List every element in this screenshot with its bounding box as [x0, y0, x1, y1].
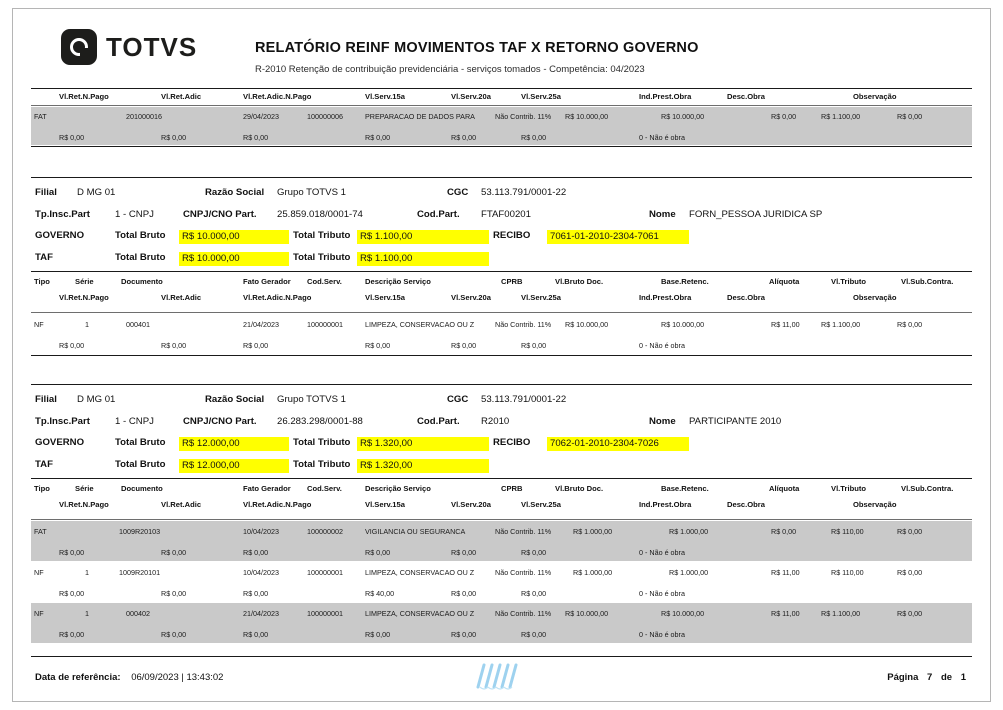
value-filial: D MG 01: [77, 187, 116, 198]
footer-page-total: 1: [960, 672, 966, 683]
divider: [31, 105, 972, 106]
table-row-line2: [31, 341, 972, 353]
col-tipo: Tipo: [34, 484, 50, 493]
col-vl-serv-20a: Vl.Serv.20a: [451, 293, 491, 302]
cell-vl-sub: R$ 0,00: [897, 568, 923, 577]
cell-cprb: Não Contrib. 11%: [495, 320, 552, 329]
cell-ind-prest-obra: 0 - Não é obra: [639, 548, 685, 557]
cell-serv-25a: R$ 0,00: [521, 548, 547, 557]
block2-column-headers-line1: [31, 484, 972, 495]
col-vl-tributo: Vl.Tributo: [831, 484, 867, 493]
label-total-tributo: Total Tributo: [293, 252, 351, 263]
col-vl-serv-15a: Vl.Serv.15a: [365, 92, 405, 101]
cell-cod-serv: 100000001: [307, 609, 343, 618]
cell-cprb: Não Contrib. 11%: [495, 609, 552, 618]
block2-taf-line: [31, 459, 972, 473]
divider: [31, 384, 972, 385]
table-row-line1: [31, 320, 972, 332]
cell-base-retenc: R$ 1.000,00: [669, 568, 709, 577]
col-vl-sub-contra: Vl.Sub.Contra.: [901, 277, 954, 286]
cell-cod-serv: 100000001: [307, 568, 343, 577]
cell-vl-sub: R$ 0,00: [897, 320, 923, 329]
col-documento: Documento: [121, 484, 163, 493]
cell-vl-bruto: R$ 1.000,00: [573, 527, 613, 536]
cell-vl-tributo: R$ 1.100,00: [821, 112, 861, 121]
col-descricao: Descrição Serviço: [365, 484, 431, 493]
col-tipo: Tipo: [34, 277, 50, 286]
cell-vl-bruto: R$ 10.000,00: [565, 320, 609, 329]
cell-ret-adic: R$ 0,00: [161, 133, 187, 142]
cell-base-retenc: R$ 10.000,00: [661, 112, 705, 121]
col-vl-ret-n-pago: Vl.Ret.N.Pago: [59, 293, 109, 302]
cell-vl-tributo: R$ 1.100,00: [821, 609, 861, 618]
label-nome: Nome: [649, 416, 676, 427]
cell-ret-adic: R$ 0,00: [161, 341, 187, 350]
divider: [31, 146, 972, 147]
value-filial: D MG 01: [77, 394, 116, 405]
label-taf: TAF: [35, 459, 53, 470]
value-tp-insc-part: 1 - CNPJ: [115, 416, 154, 427]
value-governo-total-tributo: R$ 1.320,00: [357, 437, 489, 451]
cell-fato-gerador: 29/04/2023: [243, 112, 279, 121]
cell-descricao: PREPARACAO DE DADOS PARA: [365, 112, 475, 121]
cell-vl-sub: R$ 0,00: [897, 527, 923, 536]
divider: [31, 478, 972, 479]
cell-base-retenc: R$ 10.000,00: [661, 609, 705, 618]
cell-vl-bruto: R$ 10.000,00: [565, 112, 609, 121]
col-vl-bruto-doc: Vl.Bruto Doc.: [555, 277, 604, 286]
cell-aliquota: R$ 0,00: [771, 112, 797, 121]
label-tp-insc-part: Tp.Insc.Part: [35, 209, 90, 220]
totvs-watermark-icon: [472, 661, 532, 693]
cell-ret-adic-n-pago: R$ 0,00: [243, 630, 269, 639]
value-cgc: 53.113.791/0001-22: [481, 394, 567, 405]
col-vl-ret-adic-n-pago: Vl.Ret.Adic.N.Pago: [243, 293, 312, 302]
value-taf-total-tributo: R$ 1.100,00: [357, 252, 489, 266]
cell-serv-20a: R$ 0,00: [451, 548, 477, 557]
col-observacao: Observação: [853, 293, 897, 302]
col-observacao: Observação: [853, 92, 897, 101]
value-governo-total-tributo: R$ 1.100,00: [357, 230, 489, 244]
cell-serv-25a: R$ 0,00: [521, 589, 547, 598]
label-filial: Filial: [35, 394, 57, 405]
cell-aliquota: R$ 11,00: [771, 609, 800, 618]
label-razao-social: Razão Social: [205, 187, 265, 198]
cell-documento: 1009R20101: [119, 568, 161, 577]
cell-serv-15a: R$ 40,00: [365, 589, 395, 598]
divider: [31, 271, 972, 272]
value-recibo: 7062-01-2010-2304-7026: [547, 437, 689, 451]
col-aliquota: Alíquota: [769, 484, 800, 493]
footer-page-current: 7: [927, 672, 933, 683]
label-total-bruto: Total Bruto: [115, 230, 166, 241]
block1-filial-line: [31, 187, 972, 201]
table-row-line2: [31, 589, 972, 601]
col-vl-ret-adic: Vl.Ret.Adic: [161, 500, 202, 509]
block1-column-headers-line2: [31, 293, 972, 304]
cell-cprb: Não Contrib. 11%: [495, 527, 552, 536]
cell-ret-adic: R$ 0,00: [161, 630, 187, 639]
label-taf: TAF: [35, 252, 53, 263]
block1-taf-line: [31, 252, 972, 266]
cell-fato-gerador: 21/04/2023: [243, 609, 279, 618]
cell-ret-n-pago: R$ 0,00: [59, 630, 85, 639]
col-desc-obra: Desc.Obra: [727, 293, 765, 302]
cell-tipo: NF: [34, 568, 44, 577]
table-row-line1: [31, 527, 972, 539]
cell-vl-tributo: R$ 110,00: [831, 568, 864, 577]
cell-serie: 1: [85, 609, 89, 618]
label-cnpj-cno: CNPJ/CNO Part.: [183, 416, 257, 427]
cell-tipo: NF: [34, 320, 44, 329]
cell-ret-adic-n-pago: R$ 0,00: [243, 589, 269, 598]
cell-tipo: FAT: [34, 112, 47, 121]
divider: [31, 177, 972, 178]
cell-serv-15a: R$ 0,00: [365, 548, 391, 557]
col-desc-obra: Desc.Obra: [727, 500, 765, 509]
footer-date: [35, 672, 223, 683]
label-total-tributo: Total Tributo: [293, 459, 351, 470]
label-governo: GOVERNO: [35, 230, 85, 241]
cell-ret-adic-n-pago: R$ 0,00: [243, 133, 269, 142]
col-vl-serv-25a: Vl.Serv.25a: [521, 293, 561, 302]
col-aliquota: Alíquota: [769, 277, 800, 286]
report-header: [13, 9, 990, 81]
cell-serv-15a: R$ 0,00: [365, 133, 391, 142]
brand-logo: [61, 29, 197, 65]
col-base-retenc: Base.Retenc.: [661, 484, 709, 493]
table-row-line1: [31, 568, 972, 580]
col-ind-prest-obra: Ind.Prest.Obra: [639, 92, 692, 101]
cell-ret-n-pago: R$ 0,00: [59, 548, 85, 557]
col-vl-serv-25a: Vl.Serv.25a: [521, 92, 561, 101]
cell-serv-25a: R$ 0,00: [521, 341, 547, 350]
block1-governo-line: [31, 230, 972, 244]
table-row-line2: [31, 630, 972, 642]
label-total-bruto: Total Bruto: [115, 252, 166, 263]
cell-documento: 000401: [126, 320, 150, 329]
label-tp-insc-part: Tp.Insc.Part: [35, 416, 90, 427]
cell-fato-gerador: 10/04/2023: [243, 568, 279, 577]
cell-serv-25a: R$ 0,00: [521, 133, 547, 142]
cell-fato-gerador: 10/04/2023: [243, 527, 279, 536]
cell-documento: 000402: [126, 609, 150, 618]
footer-date-value: 06/09/2023 | 13:43:02: [131, 672, 224, 683]
col-ind-prest-obra: Ind.Prest.Obra: [639, 293, 692, 302]
value-razao-social: Grupo TOTVS 1: [277, 394, 346, 405]
col-vl-serv-20a: Vl.Serv.20a: [451, 92, 491, 101]
cell-documento: 1009R20103: [119, 527, 161, 536]
value-taf-total-tributo: R$ 1.320,00: [357, 459, 489, 473]
totvs-logo-icon: [61, 29, 97, 65]
cell-descricao: VIGILANCIA OU SEGURANCA: [365, 527, 466, 536]
cell-tipo: FAT: [34, 527, 47, 536]
table-row-line2: [31, 548, 972, 560]
col-cprb: CPRB: [501, 277, 523, 286]
label-cod-part: Cod.Part.: [417, 209, 460, 220]
table-row-line1: [31, 609, 972, 621]
col-serie: Série: [75, 277, 94, 286]
col-vl-serv-25a: Vl.Serv.25a: [521, 500, 561, 509]
value-nome: PARTICIPANTE 2010: [689, 416, 782, 427]
col-desc-obra: Desc.Obra: [727, 92, 765, 101]
cell-serv-20a: R$ 0,00: [451, 589, 477, 598]
cell-ind-prest-obra: 0 - Não é obra: [639, 341, 685, 350]
col-observacao: Observação: [853, 500, 897, 509]
page-title: RELATÓRIO REINF MOVIMENTOS TAF X RETORNO GOVERNO: [255, 40, 699, 56]
value-taf-total-bruto: R$ 12.000,00: [179, 459, 289, 473]
col-cod-serv: Cod.Serv.: [307, 277, 342, 286]
cell-serie: 1: [85, 320, 89, 329]
label-nome: Nome: [649, 209, 676, 220]
col-vl-ret-adic: Vl.Ret.Adic: [161, 92, 202, 101]
col-vl-ret-adic-n-pago: Vl.Ret.Adic.N.Pago: [243, 92, 312, 101]
footer-date-label: Data de referência:: [35, 672, 121, 683]
cell-cprb: Não Contrib. 11%: [495, 568, 552, 577]
col-vl-serv-20a: Vl.Serv.20a: [451, 500, 491, 509]
col-documento: Documento: [121, 277, 163, 286]
cell-cprb: Não Contrib. 11%: [495, 112, 552, 121]
cell-ret-adic: R$ 0,00: [161, 589, 187, 598]
col-vl-serv-15a: Vl.Serv.15a: [365, 500, 405, 509]
label-governo: GOVERNO: [35, 437, 85, 448]
cell-descricao: LIMPEZA, CONSERVACAO OU Z: [365, 568, 475, 577]
cell-serv-15a: R$ 0,00: [365, 630, 391, 639]
cell-vl-sub: R$ 0,00: [897, 609, 923, 618]
table-row-line1: [31, 112, 972, 124]
brand-name: TOTVS: [106, 31, 198, 62]
cell-serv-15a: R$ 0,00: [365, 341, 391, 350]
col-vl-ret-n-pago: Vl.Ret.N.Pago: [59, 500, 109, 509]
label-recibo: RECIBO: [493, 437, 531, 448]
cell-ind-prest-obra: 0 - Não é obra: [639, 133, 685, 142]
cell-ind-prest-obra: 0 - Não é obra: [639, 589, 685, 598]
col-fato-gerador: Fato Gerador: [243, 484, 291, 493]
value-cnpj-cno: 25.859.018/0001-74: [277, 209, 363, 220]
value-governo-total-bruto: R$ 12.000,00: [179, 437, 289, 451]
value-taf-total-bruto: R$ 10.000,00: [179, 252, 289, 266]
col-vl-serv-15a: Vl.Serv.15a: [365, 293, 405, 302]
cell-ret-n-pago: R$ 0,00: [59, 133, 85, 142]
cell-ret-adic-n-pago: R$ 0,00: [243, 548, 269, 557]
block2-column-headers-line2: [31, 500, 972, 511]
col-cod-serv: Cod.Serv.: [307, 484, 342, 493]
cell-base-retenc: R$ 10.000,00: [661, 320, 705, 329]
cell-descricao: LIMPEZA, CONSERVACAO OU Z: [365, 320, 475, 329]
footer-divider: [31, 656, 972, 657]
col-serie: Série: [75, 484, 94, 493]
divider: [31, 519, 972, 520]
label-filial: Filial: [35, 187, 57, 198]
col-descricao: Descrição Serviço: [365, 277, 431, 286]
cell-vl-bruto: R$ 1.000,00: [573, 568, 613, 577]
report-sheet: [12, 8, 991, 702]
value-tp-insc-part: 1 - CNPJ: [115, 209, 154, 220]
cell-tipo: NF: [34, 609, 44, 618]
cell-serv-20a: R$ 0,00: [451, 133, 477, 142]
cell-fato-gerador: 21/04/2023: [243, 320, 279, 329]
label-cgc: CGC: [447, 394, 469, 405]
cell-documento: 201000016: [126, 112, 162, 121]
col-vl-tributo: Vl.Tributo: [831, 277, 867, 286]
label-total-tributo: Total Tributo: [293, 437, 351, 448]
col-vl-ret-n-pago: Vl.Ret.N.Pago: [59, 92, 109, 101]
cell-serv-20a: R$ 0,00: [451, 341, 477, 350]
value-razao-social: Grupo TOTVS 1: [277, 187, 346, 198]
cell-descricao: LIMPEZA, CONSERVACAO OU Z: [365, 609, 475, 618]
cell-vl-bruto: R$ 10.000,00: [565, 609, 609, 618]
table-row-line2: [31, 133, 972, 145]
label-total-bruto: Total Bruto: [115, 437, 166, 448]
footer-page-of: de: [940, 672, 953, 683]
value-cod-part: R2010: [481, 416, 510, 427]
cell-cod-serv: 100000001: [307, 320, 343, 329]
cell-vl-sub: R$ 0,00: [897, 112, 923, 121]
value-cod-part: FTAF00201: [481, 209, 531, 220]
label-cod-part: Cod.Part.: [417, 416, 460, 427]
cell-serv-25a: R$ 0,00: [521, 630, 547, 639]
label-cgc: CGC: [447, 187, 469, 198]
top-column-headers-line2: [31, 92, 972, 103]
col-fato-gerador: Fato Gerador: [243, 277, 291, 286]
value-governo-total-bruto: R$ 10.000,00: [179, 230, 289, 244]
divider: [31, 312, 972, 313]
block2-filial-line: [31, 394, 972, 408]
col-cprb: CPRB: [501, 484, 523, 493]
cell-ret-n-pago: R$ 0,00: [59, 341, 85, 350]
value-cgc: 53.113.791/0001-22: [481, 187, 567, 198]
block1-column-headers-line1: [31, 277, 972, 288]
cell-ret-adic-n-pago: R$ 0,00: [243, 341, 269, 350]
value-nome: FORN_PESSOA JURIDICA SP: [689, 209, 823, 220]
label-recibo: RECIBO: [493, 230, 531, 241]
footer-page-label: Página: [887, 672, 919, 683]
block1-participante-line: [31, 209, 972, 223]
cell-aliquota: R$ 11,00: [771, 320, 800, 329]
label-total-tributo: Total Tributo: [293, 230, 351, 241]
footer-pagination: [887, 672, 966, 683]
col-vl-bruto-doc: Vl.Bruto Doc.: [555, 484, 604, 493]
divider: [31, 88, 972, 89]
cell-aliquota: R$ 11,00: [771, 568, 800, 577]
cell-cod-serv: 100000002: [307, 527, 343, 536]
cell-ind-prest-obra: 0 - Não é obra: [639, 630, 685, 639]
cell-aliquota: R$ 0,00: [771, 527, 797, 536]
col-ind-prest-obra: Ind.Prest.Obra: [639, 500, 692, 509]
cell-vl-tributo: R$ 110,00: [831, 527, 864, 536]
col-vl-sub-contra: Vl.Sub.Contra.: [901, 484, 954, 493]
cell-vl-tributo: R$ 1.100,00: [821, 320, 861, 329]
cell-serie: 1: [85, 568, 89, 577]
col-vl-ret-adic: Vl.Ret.Adic: [161, 293, 202, 302]
value-recibo: 7061-01-2010-2304-7061: [547, 230, 689, 244]
label-cnpj-cno: CNPJ/CNO Part.: [183, 209, 257, 220]
cell-ret-n-pago: R$ 0,00: [59, 589, 85, 598]
label-razao-social: Razão Social: [205, 394, 265, 405]
block2-governo-line: [31, 437, 972, 451]
label-total-bruto: Total Bruto: [115, 459, 166, 470]
cell-ret-adic: R$ 0,00: [161, 548, 187, 557]
value-cnpj-cno: 26.283.298/0001-88: [277, 416, 363, 427]
cell-cod-serv: 100000006: [307, 112, 343, 121]
cell-serv-20a: R$ 0,00: [451, 630, 477, 639]
col-base-retenc: Base.Retenc.: [661, 277, 709, 286]
page-subtitle: R-2010 Retenção de contribuição previdenciária - serviços tomados - Competência: 04/2023: [255, 64, 645, 75]
divider: [31, 355, 972, 356]
block2-participante-line: [31, 416, 972, 430]
cell-base-retenc: R$ 1.000,00: [669, 527, 709, 536]
col-vl-ret-adic-n-pago: Vl.Ret.Adic.N.Pago: [243, 500, 312, 509]
